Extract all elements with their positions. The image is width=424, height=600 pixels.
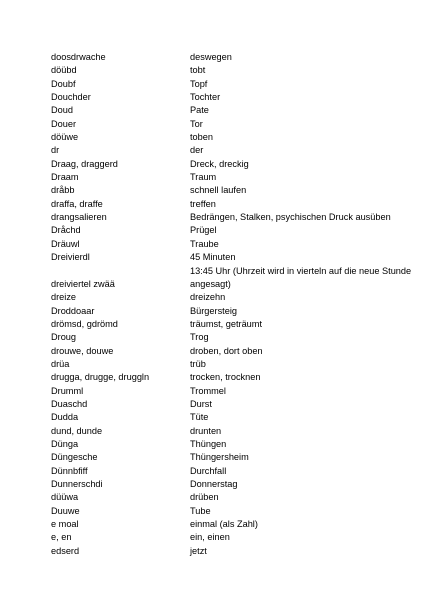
glossary-row — [51, 371, 411, 384]
dialect-term: doosdrwache — [51, 52, 106, 62]
glossary-row — [51, 385, 411, 398]
standard-german-meaning: Tüte — [190, 412, 209, 423]
dialect-term: Duaschd — [51, 398, 88, 409]
dialect-term: döübd — [51, 65, 77, 76]
standard-german-meaning: Traum — [190, 172, 217, 183]
dialect-term: Doubf — [51, 78, 76, 89]
standard-german-meaning: Trog — [190, 332, 209, 343]
glossary-row — [51, 478, 411, 491]
glossary-row — [51, 158, 411, 171]
glossary-row — [51, 398, 411, 411]
glossary-row — [51, 491, 411, 504]
dialect-term: dund, dunde — [51, 425, 103, 436]
glossary-row — [51, 545, 411, 558]
standard-german-meaning: Prügel — [190, 225, 217, 236]
dialect-term: Düngesche — [51, 452, 98, 463]
dialect-term: Doud — [51, 105, 73, 116]
standard-german-meaning: Tor — [190, 118, 203, 129]
glossary-row — [51, 291, 411, 304]
standard-german-meaning: Bürgersteig — [190, 305, 237, 316]
dialect-term: Dünnbfiff — [51, 465, 88, 476]
dialect-term: edserd — [51, 545, 80, 556]
standard-german-meaning: träumst, geträumt — [190, 318, 262, 329]
dialect-term: Dünga — [51, 438, 79, 449]
dialect-term: drangsalieren — [51, 212, 107, 223]
glossary-row — [51, 104, 411, 117]
glossary-row — [51, 465, 411, 478]
glossary-row — [51, 425, 411, 438]
standard-german-meaning: droben, dort oben — [190, 345, 263, 356]
standard-german-meaning: tobt — [190, 65, 206, 76]
glossary-row — [51, 91, 411, 104]
glossary-row — [51, 211, 411, 224]
glossary-row — [51, 531, 411, 544]
glossary-row — [51, 331, 411, 344]
glossary-row — [51, 345, 411, 358]
standard-german-meaning — [190, 265, 411, 292]
standard-german-meaning: 45 Minuten — [190, 252, 236, 263]
glossary-row — [51, 64, 411, 77]
standard-german-meaning: schnell laufen — [190, 185, 247, 196]
glossary-row — [51, 184, 411, 197]
standard-german-meaning: Bedrängen, Stalken, psychischen Druck ausüben — [190, 212, 391, 223]
glossary-row — [51, 238, 411, 251]
glossary-row — [51, 51, 411, 64]
dialect-term: Draag, draggerd — [51, 158, 118, 169]
glossary-row — [51, 118, 411, 131]
glossary-row — [51, 318, 411, 331]
dialect-term: düüwa — [51, 492, 79, 503]
glossary-row — [51, 251, 411, 264]
dialect-term: dråbb — [51, 185, 75, 196]
dialect-term: dreize — [51, 292, 77, 303]
dialect-term: Douer — [51, 118, 77, 129]
dialect-term: Dreivierdl — [51, 252, 90, 263]
glossary-row — [51, 451, 411, 464]
standard-german-meaning: Durst — [190, 398, 212, 409]
standard-german-meaning: trocken, trocknen — [190, 372, 261, 383]
glossary-row-multiline — [51, 265, 411, 292]
standard-german-meaning: der — [190, 145, 204, 156]
dialect-term: drömsd, gdrömd — [51, 318, 118, 329]
dialect-term: e, en — [51, 532, 72, 543]
dialect-term: Droug — [51, 332, 77, 343]
standard-german-meaning: deswegen — [190, 52, 232, 62]
dialect-term: Draam — [51, 172, 79, 183]
standard-german-meaning: Donnerstag — [190, 479, 238, 489]
glossary-row — [51, 78, 411, 91]
dialect-term: drüa — [51, 358, 70, 369]
standard-german-meaning: dreizehn — [190, 292, 226, 303]
dialect-term: Douchder — [51, 92, 91, 103]
standard-german-meaning: Thüngen — [190, 438, 227, 449]
dialect-term: Duuwe — [51, 505, 80, 516]
dialect-term: Droddoaar — [51, 305, 95, 316]
standard-german-meaning: treffen — [190, 198, 216, 209]
dialect-term: e moal — [51, 519, 79, 530]
standard-german-meaning: Trommel — [190, 385, 226, 396]
dialect-term: draffa, draffe — [51, 198, 103, 209]
dialect-term: dr — [51, 145, 60, 156]
dialect-term: dreiviertel zwää — [51, 278, 115, 289]
standard-german-meaning: Tube — [190, 505, 211, 516]
glossary-row — [51, 131, 411, 144]
dialect-term: Dunnerschdi — [51, 479, 103, 489]
glossary-row — [51, 224, 411, 237]
glossary-table — [51, 51, 411, 558]
standard-german-meaning: toben — [190, 132, 213, 143]
standard-german-meaning: jetzt — [190, 545, 207, 556]
standard-german-meaning: trüb — [190, 358, 206, 369]
dialect-term: döüwe — [51, 132, 79, 143]
glossary-row — [51, 198, 411, 211]
standard-german-meaning: Dreck, dreckig — [190, 158, 249, 169]
standard-german-meaning: Tochter — [190, 92, 221, 103]
standard-german-meaning: drunten — [190, 425, 222, 436]
standard-german-meaning: ein, einen — [190, 532, 230, 543]
dialect-term: Dudda — [51, 412, 79, 423]
glossary-row — [51, 411, 411, 424]
dialect-term: Drumml — [51, 385, 84, 396]
standard-german-meaning: Durchfall — [190, 465, 227, 476]
standard-german-meaning: einmal (als Zahl) — [190, 519, 258, 530]
standard-german-meaning: Traube — [190, 238, 219, 249]
glossary-row — [51, 171, 411, 184]
glossary-row — [51, 144, 411, 157]
glossary-row — [51, 518, 411, 531]
dialect-term: drouwe, douwe — [51, 345, 114, 356]
dialect-term: Dråchd — [51, 225, 81, 236]
dialect-term: drugga, drugge, druggln — [51, 372, 150, 383]
glossary-row — [51, 505, 411, 518]
dialect-term: Dräuwl — [51, 238, 80, 249]
glossary-row — [51, 358, 411, 371]
standard-german-meaning: drüben — [190, 492, 219, 503]
glossary-row — [51, 305, 411, 318]
glossary-row — [51, 438, 411, 451]
meaning-line: angesagt) — [190, 278, 231, 289]
standard-german-meaning: Thüngersheim — [190, 452, 249, 463]
standard-german-meaning: Topf — [190, 78, 208, 89]
meaning-line: 13:45 Uhr (Uhrzeit wird in vierteln auf die neue Stunde — [190, 265, 412, 276]
standard-german-meaning: Pate — [190, 105, 209, 116]
